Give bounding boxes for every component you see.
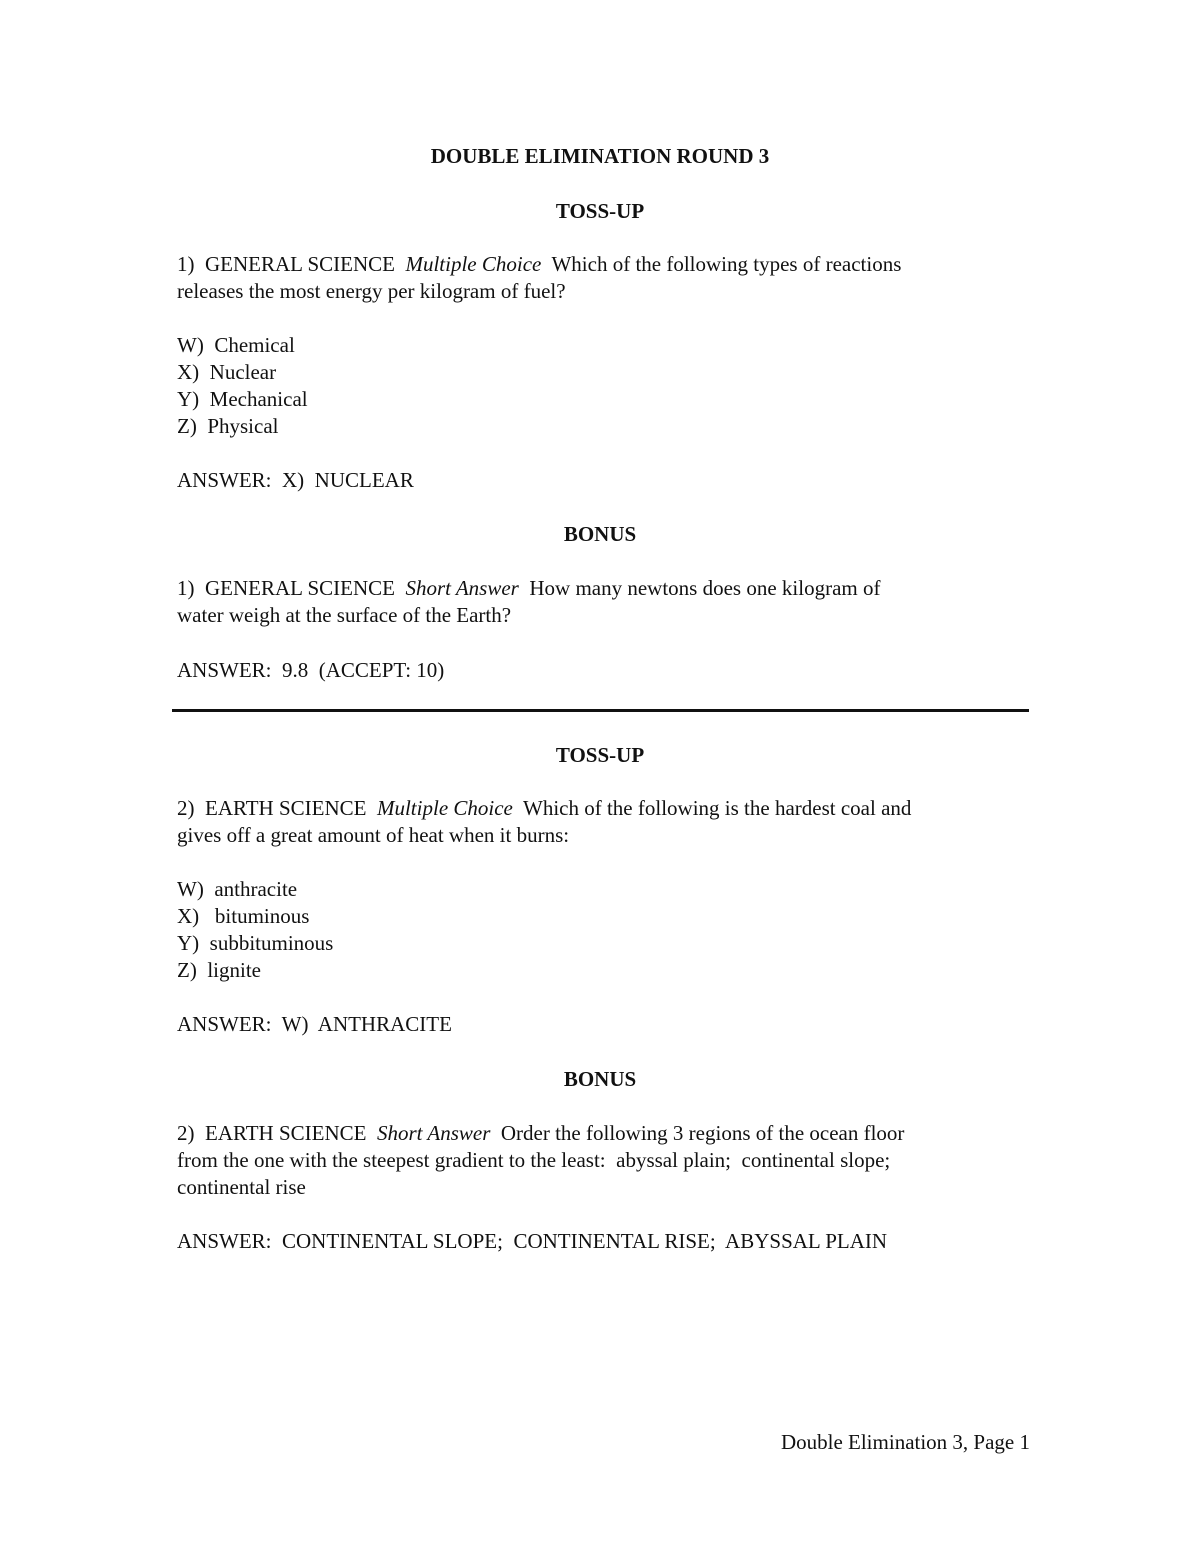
tossup-1-answer: ANSWER: X) NUCLEAR [177, 468, 414, 492]
tossup-2-question-line-1 [177, 795, 911, 822]
tossup-2-choice-w: W) anthracite [177, 877, 298, 901]
tossup-2-question-text: Which of the following is the hardest coal and [523, 796, 912, 820]
tossup-2-header: TOSS-UP [555, 743, 645, 767]
tossup-1-header: TOSS-UP [555, 199, 645, 223]
tossup-1-question-line-1 [177, 251, 901, 278]
tossup-1-choice-w: W) Chemical [177, 333, 295, 357]
bonus-1-category: 1) GENERAL SCIENCE [177, 576, 395, 600]
bonus-2-answer: ANSWER: CONTINENTAL SLOPE; CONTINENTAL RISE; ABYSSAL PLAIN [177, 1229, 888, 1253]
bonus-2-question-line-1 [177, 1120, 904, 1147]
bonus-2-question-line-3: continental rise [177, 1175, 306, 1199]
bonus-2-category: 2) EARTH SCIENCE [177, 1121, 367, 1145]
tossup-1-type: Multiple Choice [405, 252, 542, 276]
bonus-1-question-line-1 [177, 575, 880, 602]
tossup-2-question-line-2: gives off a great amount of heat when it burns: [177, 823, 570, 847]
tossup-1-choice-y: Y) Mechanical [177, 387, 308, 411]
bonus-2-question-text: Order the following 3 regions of the ocean floor [500, 1121, 905, 1145]
tossup-2-choice-x: X) bituminous [177, 904, 310, 928]
bonus-1-type: Short Answer [405, 576, 519, 600]
page-title: DOUBLE ELIMINATION ROUND 3 [430, 144, 770, 168]
tossup-2-choice-y: Y) subbituminous [177, 931, 334, 955]
tossup-1-question-text: Which of the following types of reactions [551, 252, 902, 276]
bonus-1-header: BONUS [563, 522, 637, 546]
bonus-1-question-text: How many newtons does one kilogram of [529, 576, 881, 600]
bonus-2-header: BONUS [563, 1067, 637, 1091]
page-footer: Double Elimination 3, Page 1 [780, 1430, 1030, 1454]
tossup-1-choice-z: Z) Physical [177, 414, 279, 438]
tossup-1-question-line-2: releases the most energy per kilogram of fuel? [177, 279, 566, 303]
tossup-2-choice-z: Z) lignite [177, 958, 261, 982]
tossup-2-type: Multiple Choice [376, 796, 513, 820]
tossup-2-answer: ANSWER: W) ANTHRACITE [177, 1012, 452, 1036]
section-divider [172, 709, 1029, 712]
tossup-2-category: 2) EARTH SCIENCE [177, 796, 367, 820]
bonus-2-question-line-2: from the one with the steepest gradient to the least: abyssal plain; continental slope; [177, 1148, 891, 1172]
bonus-1-answer: ANSWER: 9.8 (ACCEPT: 10) [177, 658, 445, 682]
tossup-1-choice-x: X) Nuclear [177, 360, 277, 384]
tossup-1-category: 1) GENERAL SCIENCE [177, 252, 395, 276]
bonus-2-type: Short Answer [376, 1121, 491, 1145]
bonus-1-question-line-2: water weigh at the surface of the Earth? [177, 603, 512, 627]
